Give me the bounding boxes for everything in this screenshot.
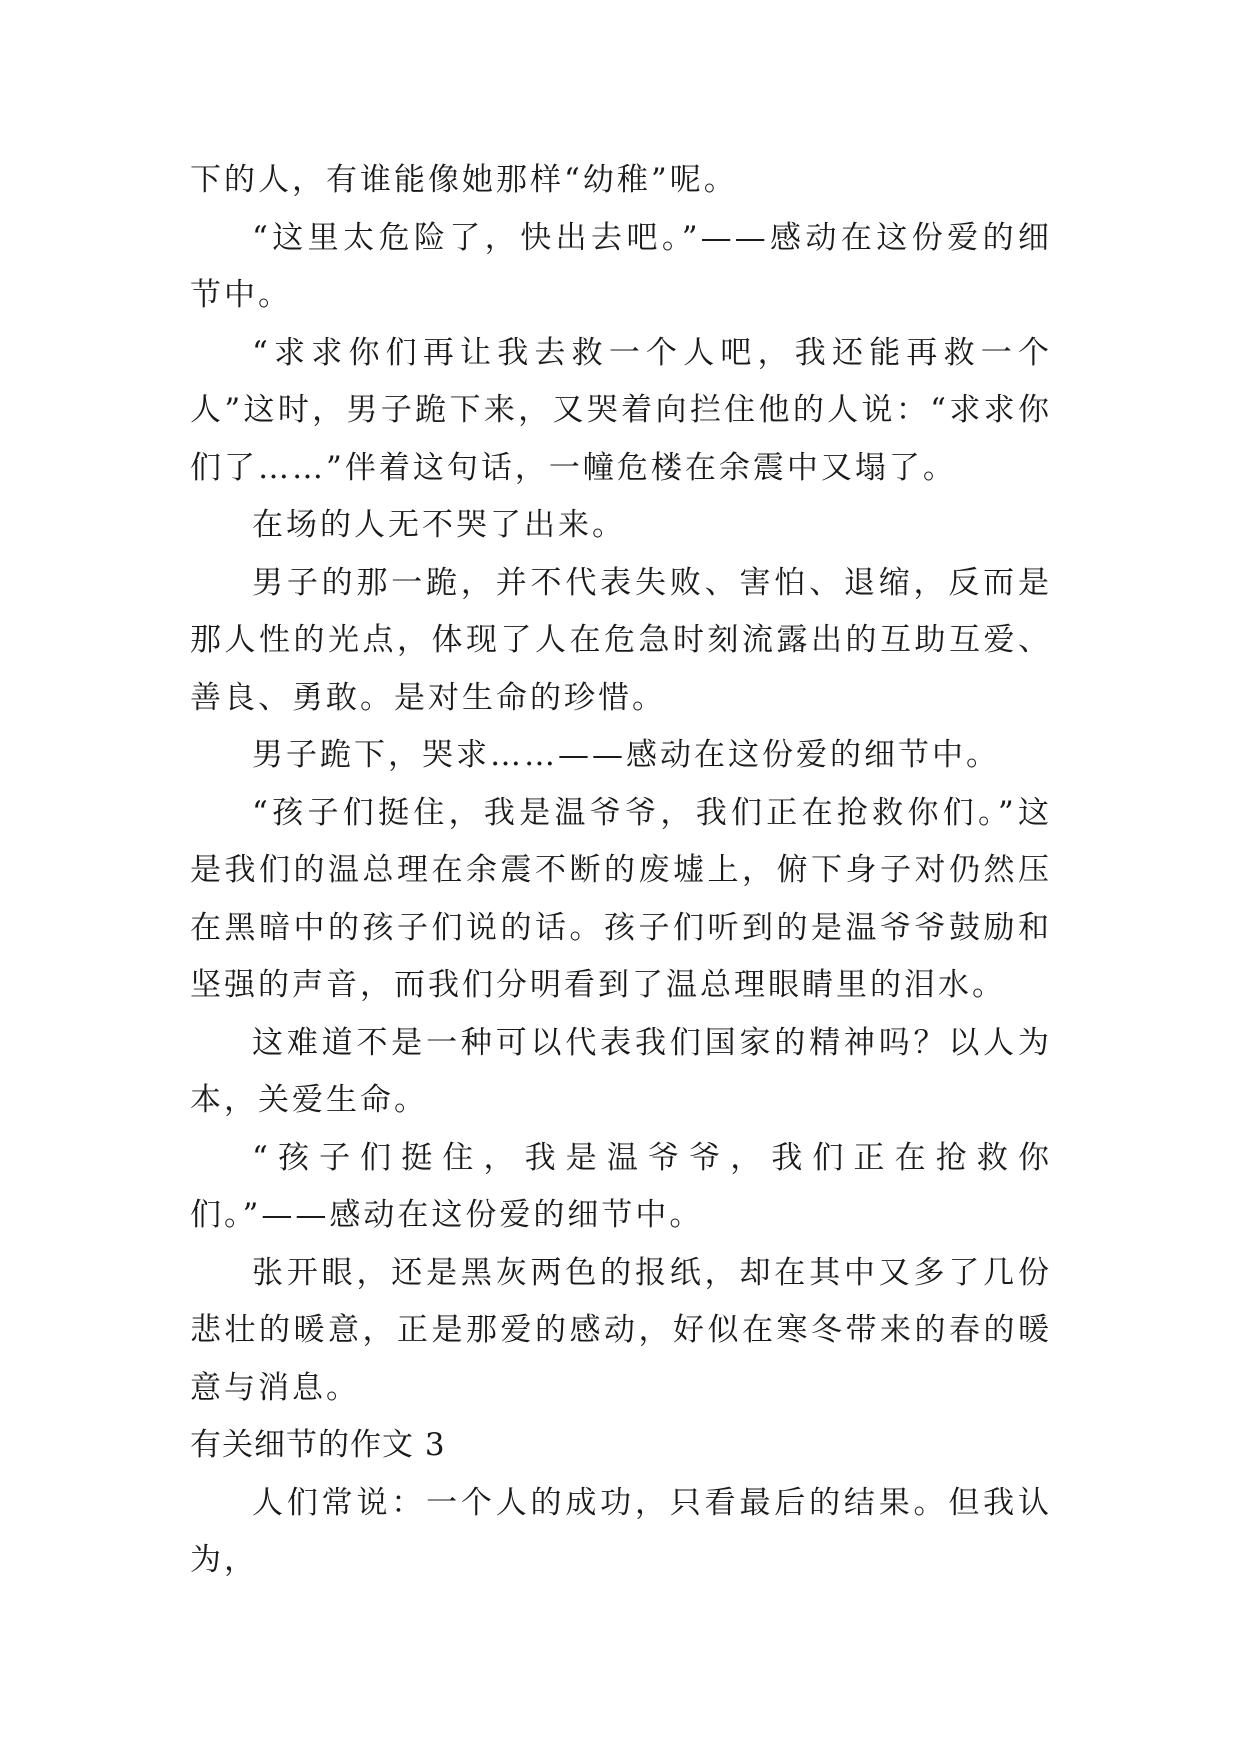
paragraph: “孩子们挺住，我是温爷爷，我们正在抢救你们。”这是我们的温总理在余震不断的废墟上，俯下身子对仍然压在黑暗中的孩子们说的话。孩子们听到的是温爷爷鼓励和坚强的声音，而我们分明看到了温总理眼睛里的泪水。 xyxy=(190,794,1052,1003)
paragraph: 男子的那一跪，并不代表失败、害怕、退缩，反而是那人性的光点，体现了人在危急时刻流露出的互助互爱、善良、勇敢。是对生命的珍惜。 xyxy=(190,564,1052,716)
paragraph: “这里太危险了，快出去吧。”——感动在这份爱的细节中。 xyxy=(190,219,1052,313)
paragraph: 张开眼，还是黑灰两色的报纸，却在其中又多了几份悲壮的暖意，正是那爱的感动，好似在寒冬带来的春的暖意与消息。 xyxy=(190,1254,1052,1406)
paragraph: 这难道不是一种可以代表我们国家的精神吗？以人为本，关爱生命。 xyxy=(190,1024,1052,1118)
paragraph: 男子跪下，哭求……——感动在这份爱的细节中。 xyxy=(252,737,1000,773)
paragraph: 人们常说：一个人的成功，只看最后的结果。但我认为， xyxy=(190,1484,1052,1578)
essay-body xyxy=(190,152,1052,1590)
paragraph: “孩子们挺住，我是温爷爷，我们正在抢救你们。”——感动在这份爱的细节中。 xyxy=(190,1139,1052,1233)
paragraph: “求求你们再让我去救一个人吧，我还能再救一个人”这时，男子跪下来，又哭着向拦住他的人说：“求求你们了……”伴着这句话，一幢危楼在余震中又塌了。 xyxy=(190,334,1052,486)
section-heading: 有关细节的作文 3 xyxy=(190,1427,446,1463)
paragraph-continued: 下的人，有谁能像她那样“幼稚”呢。 xyxy=(190,162,738,198)
paragraph: 在场的人无不哭了出来。 xyxy=(252,507,626,543)
